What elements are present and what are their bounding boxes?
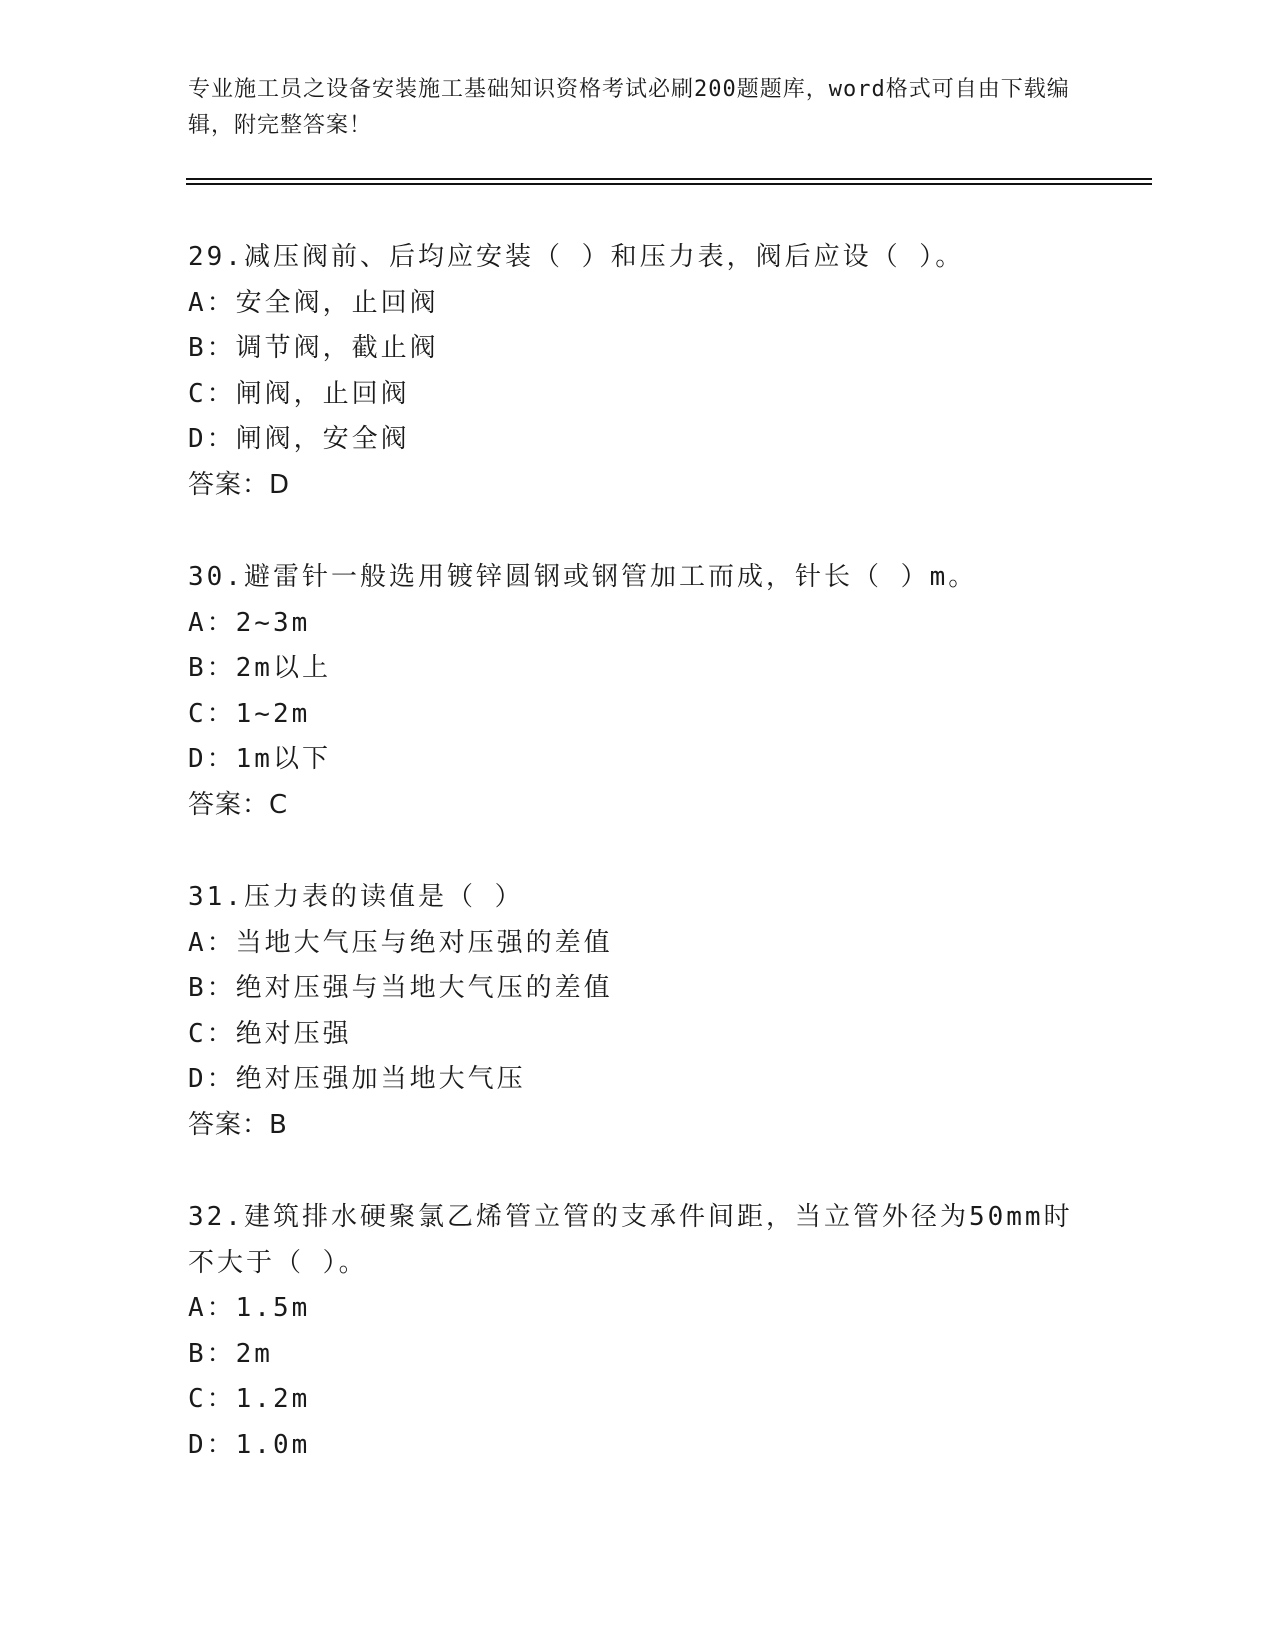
question-stem: 29.减压阀前、后均应安装（ ）和压力表，阀后应设（ ）。 — [188, 242, 965, 272]
option-c: C：绝对压强 — [188, 1018, 352, 1049]
question-29 — [188, 235, 1088, 508]
option-a: A：安全阀，止回阀 — [188, 287, 439, 318]
option-a: A：当地大气压与绝对压强的差值 — [188, 927, 613, 958]
option-b: B：调节阀，截止阀 — [188, 333, 439, 363]
question-stem: 31.压力表的读值是（ ） — [188, 882, 524, 912]
option-a: A：1.5m — [188, 1293, 311, 1323]
option-c: C：1.2m — [188, 1384, 311, 1414]
answer-line: 答案：B — [188, 1109, 288, 1140]
header-divider-bottom — [186, 183, 1152, 185]
option-b: B：2m以上 — [188, 653, 331, 683]
option-a: A：2~3m — [188, 607, 311, 638]
option-c: C：1~2m — [188, 698, 311, 729]
document-header: 专业施工员之设备安装施工基础知识资格考试必刷200题题库，word格式可自由下载编辑，附完整答案！ — [188, 77, 1070, 138]
answer-line: 答案：D — [188, 469, 291, 500]
option-b: B：绝对压强与当地大气压的差值 — [188, 973, 613, 1003]
question-stem: 32.建筑排水硬聚氯乙烯管立管的支承件间距，当立管外径为50mm时不大于（ ）。 — [188, 1202, 1073, 1278]
option-c: C：闸阀，止回阀 — [188, 378, 410, 409]
question-stem: 30.避雷针一般选用镀锌圆钢或钢管加工而成，针长（ ）m。 — [188, 562, 978, 592]
header-divider-top — [186, 178, 1152, 180]
option-d: D：绝对压强加当地大气压 — [188, 1064, 526, 1094]
question-32 — [188, 1195, 1088, 1468]
question-30 — [188, 555, 1088, 828]
answer-line: 答案：C — [188, 789, 289, 820]
option-d: D：闸阀，安全阀 — [188, 424, 410, 454]
option-d: D：1.0m — [188, 1429, 311, 1460]
option-d: D：1m以下 — [188, 744, 331, 774]
question-31 — [188, 875, 1088, 1148]
option-b: B：2m — [188, 1338, 273, 1369]
